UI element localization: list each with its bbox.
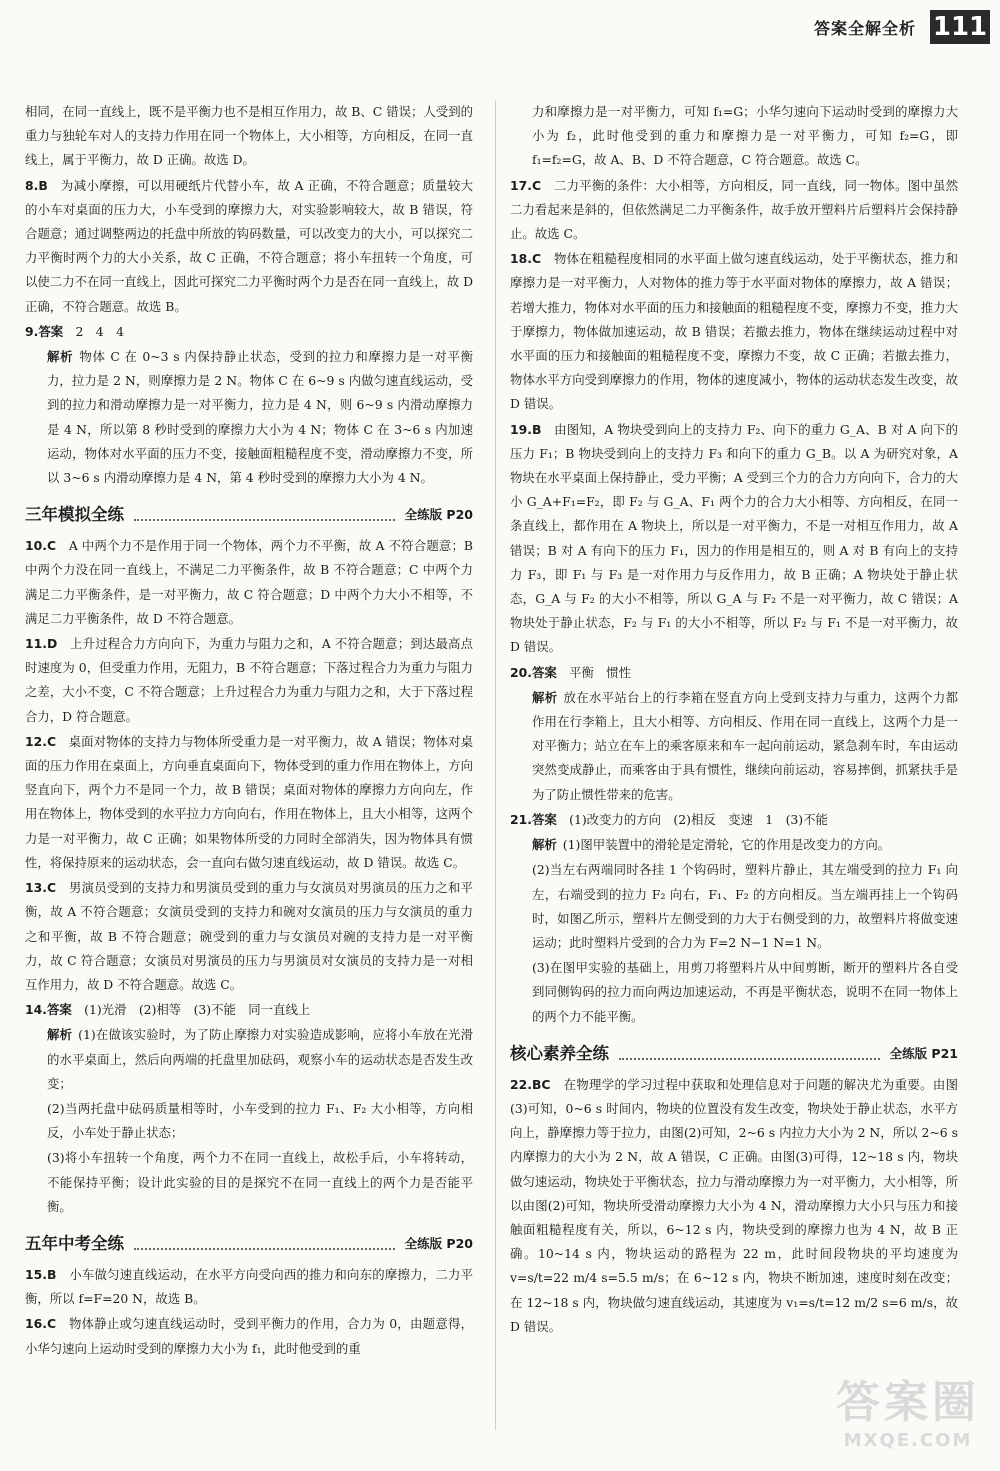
section-dotted-line [619, 1048, 880, 1060]
question-number: 15.B [25, 1266, 57, 1282]
answer-text: (1)光滑 (2)相等 (3)不能 同一直线上 [84, 1002, 311, 1018]
section-dotted-line [134, 1238, 395, 1250]
paragraph: (3)在图甲实验的基础上，用剪刀将塑料片从中间剪断，断开的塑料片各自受到同侧钩码的拉力而向两边加速运动，不再是平衡状态，说明不在同一物体上的两个力不能平衡。 [532, 960, 958, 1024]
answer-text: 上升过程合力方向向下，为重力与阻力之和，A 不符合题意；到达最高点时速度为 0，但受重力作用，无阻力，B 不符合题意；下落过程合力为重力与阻力之差，大小不变，C 不符合题意；上升过程合力为重力与阻力之和，大于下落过程合力，D 符合题意。 [25, 636, 474, 724]
question-answer [25, 998, 473, 1022]
question-answer [510, 174, 958, 247]
watermark [836, 1366, 980, 1451]
page-header [814, 10, 990, 44]
question-number: 18.C [510, 251, 542, 267]
analysis-paragraph [510, 686, 958, 807]
question-answer [510, 247, 958, 416]
left-column [25, 100, 473, 1362]
answer-text: 男演员受到的支持力和男演员受到的重力与女演员对男演员的压力之和平衡，故 A 不符合题意；女演员受到的支持力和碗对女演员的压力与女演员的重力之和平衡，故 B 不符合题意；碗受到的重力与女演员对碗的支持力是一对平衡力，故 C 符合题意；女演员对男演员的压力与男演员对女演员的支持力是一对相互作用力，故 D 不符合题意。故选 C。 [25, 880, 474, 992]
question-number: 13.C [25, 880, 57, 896]
section-heading [25, 1233, 473, 1255]
question-number: 11.D [25, 636, 58, 652]
section-title: 核心素养全练 [510, 1043, 609, 1063]
answer-text: 平衡 惯性 [569, 664, 632, 680]
analysis-text: (1)在做该实验时，为了防止摩擦力对实验造成影响，应将小车放在光滑的水平桌面上，然后向两端的托盘里加砝码，观察小车的运动状态是否发生改变； [47, 1027, 473, 1091]
question-number: 12.C [25, 733, 57, 749]
paragraph: 相同，在同一直线上，既不是平衡力也不是相互作用力，故 B、C 错误；人受到的重力与独轮车对人的支持力作用在同一个物体上，大小相等，方向相反，在同一直线上，属于平衡力，故 D 正确。故选 D。 [25, 104, 473, 168]
section-heading [25, 504, 473, 526]
question-number: 10.C [25, 538, 57, 554]
watermark-logo: 答案圈 [836, 1377, 980, 1428]
paragraph: (3)将小车扭转一个角度，两个力不在同一直线上，故松手后，小车将转动，不能保持平衡；设计此实验的目的是探究不在同一直线上的两个力是否能平衡。 [47, 1150, 473, 1214]
question-answer [25, 320, 473, 344]
answer-text: 物体静止或匀速直线运动时，受到平衡力的作用，合力为 0，由题意得，小华匀速向上运动时受到的摩擦力大小为 f₁，此时他受到的重 [25, 1316, 474, 1356]
answer-text: 小车做匀速直线运动，在水平方向受向西的推力和向东的摩擦力，二力平衡，所以 f=F=20 N，故选 B。 [25, 1266, 474, 1307]
answer-text: 2 4 4 [75, 323, 124, 339]
question-answer [25, 534, 473, 631]
answer-text: 二力平衡的条件：大小相等，方向相反，同一直线，同一物体。图中虽然二力看起来是斜的，但依然满足二力平衡条件，故手放开塑料片后塑料片会保持静止。故选 C。 [510, 177, 959, 242]
question-answer [25, 632, 473, 729]
question-number: 22.BC [510, 1076, 551, 1092]
right-column [510, 100, 958, 1340]
section-page-ref: 全练版 P20 [404, 1235, 473, 1251]
question-answer [510, 808, 958, 832]
answer-text: 为减小摩擦，可以用硬纸片代替小车，故 A 正确，不符合题意；质量较大的小车对桌面的压力大，小车受到的摩擦力大，对实验影响较大，故 B 错误，符合题意；通过调整两边的托盘中所放的钩码数量，可以改变力的大小，可以探究二力平衡时两个力的大小关系，故 C 正确，不符合题意；将小车扭转一个角度，可以使二力不在同一直线上，因此可探究二力平衡时两个力是否在同一直线上，故 D 正确，不符合题意。故选 B。 [25, 177, 474, 314]
question-answer [510, 1073, 958, 1339]
column-divider [495, 100, 496, 1430]
question-number: 17.C [510, 177, 542, 193]
section-heading [510, 1043, 958, 1065]
analysis-label: 解析 [532, 689, 558, 705]
question-answer [25, 876, 473, 997]
paragraph: 力和摩擦力是一对平衡力，可知 f₁=G；小华匀速向下运动时受到的摩擦力大小为 f₂，此时他受到的重力和摩擦力是一对平衡力，可知 f₂=G，即 f₁=f₂=G，故 A、B、D 不符合题意，C 符合题意。故选 C。 [532, 104, 958, 168]
section-page-ref: 全练版 P20 [404, 507, 473, 523]
question-number: 8.B [25, 177, 48, 193]
answer-text: 物体在粗糙程度相同的水平面上做匀速直线运动，处于平衡状态，推力和摩擦力是一对平衡力，人对物体的推力等于水平面对物体的摩擦力，故 A 错误；若增大推力，物体对水平面的压力和接触面的粗糙程度不变，摩擦力不变，推力大于摩擦力，物体做加速运动，故 B 错误；若撤去推力，物体在继续运动过程中对水平面的压力和接触面的粗糙程度不变，摩擦力不变，故 C 正确；若撤去推力，物体水平方向受到摩擦力的作用，物体的速度减小，物体的运动状态发生改变，故 D 错误。 [510, 251, 959, 412]
section-title: 三年模拟全练 [25, 505, 124, 525]
question-number: 9.答案 [25, 323, 64, 339]
answer-text: 在物理学的学习过程中获取和处理信息对于问题的解决尤为重要。由图(3)可知，0~6 s 时间内，物块的位置没有发生改变，物块处于静止状态，水平方向上，静摩擦力等于拉力，由图(2)可知，2~6 s 内拉力大小为 2 N，所以 2~6 s 内摩擦力的大小为 2 N，故 A 错误，C 正确。由图(3)可得，12~18 s 内，物块做匀速运动，物块处于平衡状态，拉力与滑动摩擦力为一对平衡力，大小相等，所以由图(2)可知，物块所受滑动摩擦力大小为 4 N，滑动摩擦力大小只与压力和接触面粗糙程度有关，所以，6~12 s 内，物块受到的摩擦力也为 4 N，故 B 正确。10~14 s 内，物块运动的路程为 22 m，此时间段物块的平均速度为 v=s/t=22 m/4 s=5.5 m/s；在 6~12 s 内，物块不断加速，速度时刻在改变；在 12~18 s 内，物块做匀速直线运动，其速度为 v₁=s/t=12 m/2 s=6 m/s，故 D 错误。 [510, 1076, 958, 1334]
answer-text: 桌面对物体的支持力与物体所受重力是一对平衡力，故 A 错误；物体对桌面的压力作用在桌面上，方向垂直桌面向下，物体受到的重力作用在物体上，方向竖直向下，两个力不是同一个力，故 B 错误；桌面对物体的摩擦力方向向左，作用在物体上，物体受到的水平拉力方向向右，作用在物体上，且大小相等，这两个力是一对平衡力，故 C 正确；如果物体所受的力同时全部消失，因为物体具有惯性，将保持原来的运动状态，会一直向右做匀速直线运动，故 D 错误。故选 C。 [25, 733, 474, 870]
question-number: 16.C [25, 1316, 57, 1332]
question-answer [510, 661, 958, 685]
analysis-paragraph [25, 1023, 473, 1096]
answer-text: (1)改变力的方向 (2)相反 变速 1 (3)不能 [569, 811, 828, 827]
paragraph: (2)当两托盘中砝码质量相等时，小车受到的拉力 F₁、F₂ 大小相等，方向相反，小车处于静止状态； [47, 1100, 473, 1141]
analysis-text: 物体 C 在 0~3 s 内保持静止状态，受到的拉力和摩擦力是一对平衡力，拉力是 2 N，则摩擦力是 2 N。物体 C 在 6~9 s 内做匀速直线运动，受到的拉力和滑动摩擦力是一对平衡力，拉力是 4 N，则 6~9 s 内滑动摩擦力是 4 N，所以第 8 秒时受到的摩擦力大小为 4 N；物体 C 在 3~6 s 内加速运动，物体对水平面的压力不变，接触面粗糙程度不变，滑动摩擦力不变，所以 3~6 s 内滑动摩擦力是 4 N，第 4 秒时受到的摩擦力大小为 4 N。 [47, 349, 474, 486]
question-number: 20.答案 [510, 664, 557, 680]
page-number: 111 [930, 10, 990, 44]
analysis-label: 解析 [47, 349, 74, 365]
question-number: 19.B [510, 421, 542, 437]
paragraph: (2)当左右两端同时各挂 1 个钩码时，塑料片静止，其左端受到的拉力 F₁ 向左，右端受到的拉力 F₂ 向右，F₁、F₂ 的方向相反。当左端再挂上一个钩码时，如图乙所示，塑料片左侧受到的力大于右侧受到的力，故塑料片将做变速运动；此时塑料片受到的合力为 F=2 N−1 N=1 N。 [532, 862, 958, 950]
question-answer [25, 1263, 473, 1311]
question-number: 21.答案 [510, 811, 557, 827]
analysis-text: (1)图甲装置中的滑轮是定滑轮，它的作用是改变力的方向。 [562, 837, 891, 853]
question-answer [25, 730, 473, 875]
section-page-ref: 全练版 P21 [889, 1045, 958, 1061]
section-dotted-line [134, 509, 395, 521]
question-number: 14.答案 [25, 1002, 72, 1018]
section-title: 五年中考全练 [25, 1233, 124, 1253]
question-answer [25, 1312, 473, 1360]
question-answer [25, 174, 473, 319]
answer-text: A 中两个力不是作用于同一个物体，两个力不平衡，故 A 不符合题意；B 中两个力没在同一直线上，不满足二力平衡条件，故 B 不符合题意；C 中两个力满足二力平衡条件，是一对平衡力，故 C 符合题意；D 中两个力大小不相等，不满足二力平衡条件，故 D 不符合题意。 [25, 538, 473, 626]
watermark-url: MXQE.COM [843, 1430, 973, 1451]
answer-text: 由图知，A 物块受到向上的支持力 F₂、向下的重力 G_A、B 对 A 向下的压力 F₁；B 物块受到向上的支持力 F₃ 和向下的重力 G_B。以 A 为研究对象，A 物块在水平桌面上保持静止，受力平衡；A 受到三个力的合力方向向下，合力的大小 G_A+F₁=F₂，即 F₂ 与 G_A、F₁ 两个力的合力大小相等、方向相反，在同一条直线上，都作用在 A 物块上，所以是一对平衡力，不是一对相互作用力，故 A 错误；B 对 A 有向下的压力 F₁，因力的作用是相互的，则 A 对 B 有向上的支持力 F₃，即 F₁ 与 F₃ 是一对作用力与反作用力，故 B 正确；A 物块处于静止状态，G_A 与 F₂ 的大小不相等，所以 G_A 与 F₂ 不是一对平衡力，故 C 错误；A 物块处于静止状态，F₂ 与 F₁ 的大小不相等，所以 F₂ 与 F₁ 不是一对平衡力，故 D 错误。 [510, 421, 958, 655]
analysis-paragraph [510, 833, 958, 857]
analysis-label: 解析 [532, 837, 557, 853]
analysis-text: 放在水平站台上的行李箱在竖直方向上受到支持力与重力，这两个力都作用在行李箱上，且大小相等、方向相反、作用在同一直线上，这两个力是一对平衡力；站立在车上的乘客原来和车一起向前运动，紧急刹车时，车由运动突然变成静止，而乘客由于具有惯性，继续向前运动，容易摔倒，抓紧扶手是为了防止惯性带来的危害。 [532, 689, 959, 802]
header-title: 答案全解全析 [813, 18, 916, 38]
question-answer [510, 418, 958, 660]
analysis-label: 解析 [47, 1027, 73, 1043]
analysis-paragraph [25, 345, 473, 490]
